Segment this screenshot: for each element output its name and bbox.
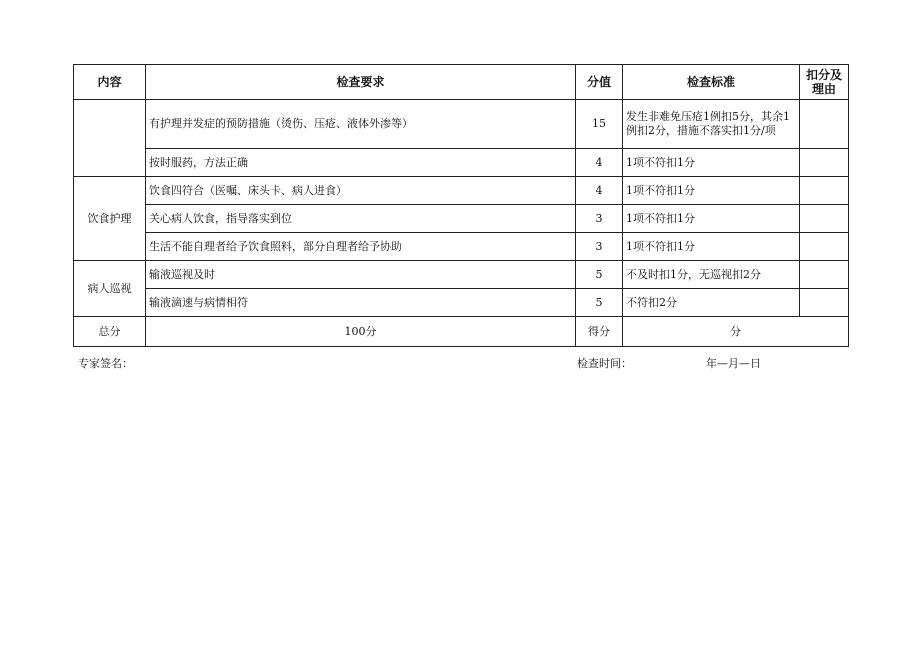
score-cell: 5	[576, 261, 623, 289]
score-cell: 5	[576, 289, 623, 317]
deduction-cell[interactable]	[800, 261, 849, 289]
requirement-cell: 按时服药，方法正确	[146, 149, 576, 177]
content-cell-empty	[74, 100, 146, 177]
obtained-label: 得分	[576, 317, 623, 347]
header-standard: 检查标准	[623, 65, 800, 100]
requirement-cell: 饮食四符合（医嘱、床头卡、病人进食）	[146, 177, 576, 205]
requirement-cell: 输液巡视及时	[146, 261, 576, 289]
group-diet: 饮食护理	[74, 177, 146, 261]
deduction-cell[interactable]	[800, 205, 849, 233]
header-row	[74, 65, 849, 100]
score-cell: 3	[576, 233, 623, 261]
deduction-cell[interactable]	[800, 177, 849, 205]
table-row	[74, 100, 849, 149]
total-label: 总分	[74, 317, 146, 347]
standard-cell: 1项不符扣1分	[623, 205, 800, 233]
requirement-cell: 生活不能自理者给予饮食照料，部分自理者给予协助	[146, 233, 576, 261]
header-requirement: 检查要求	[146, 65, 576, 100]
score-cell: 4	[576, 177, 623, 205]
requirement-cell: 有护理并发症的预防措施（烫伤、压疮、液体外渗等）	[146, 100, 576, 149]
deduction-cell[interactable]	[800, 100, 849, 149]
date-template: 年—月—日	[706, 357, 761, 370]
group-patrol: 病人巡视	[74, 261, 146, 317]
score-cell: 15	[576, 100, 623, 149]
deduction-cell[interactable]	[800, 149, 849, 177]
table-row	[74, 149, 849, 177]
standard-cell: 不符扣2分	[623, 289, 800, 317]
header-score: 分值	[576, 65, 623, 100]
obtained-value[interactable]: 分	[623, 317, 849, 347]
table-row	[74, 177, 849, 205]
standard-cell: 不及时扣1分，无巡视扣2分	[623, 261, 800, 289]
table-row	[74, 261, 849, 289]
total-row	[74, 317, 849, 347]
deduction-cell[interactable]	[800, 233, 849, 261]
inspection-time-label: 检查时间：	[577, 357, 632, 370]
standard-cell: 发生非难免压疮1例扣5分，其余1例扣2分，措施不落实扣1分/项	[623, 100, 800, 149]
requirement-cell: 输液滴速与病情相符	[146, 289, 576, 317]
requirement-cell: 关心病人饮食，指导落实到位	[146, 205, 576, 233]
expert-signature-label: 专家签名：	[78, 357, 133, 370]
standard-cell: 1项不符扣1分	[623, 177, 800, 205]
score-cell: 4	[576, 149, 623, 177]
table-row	[74, 205, 849, 233]
table-row	[74, 289, 849, 317]
header-deduction: 扣分及理由	[800, 65, 849, 100]
score-cell: 3	[576, 205, 623, 233]
standard-cell: 1项不符扣1分	[623, 149, 800, 177]
inspection-table	[73, 64, 849, 347]
total-value: 100分	[146, 317, 576, 347]
deduction-cell[interactable]	[800, 289, 849, 317]
header-content: 内容	[74, 65, 146, 100]
standard-cell: 1项不符扣1分	[623, 233, 800, 261]
table-row	[74, 233, 849, 261]
